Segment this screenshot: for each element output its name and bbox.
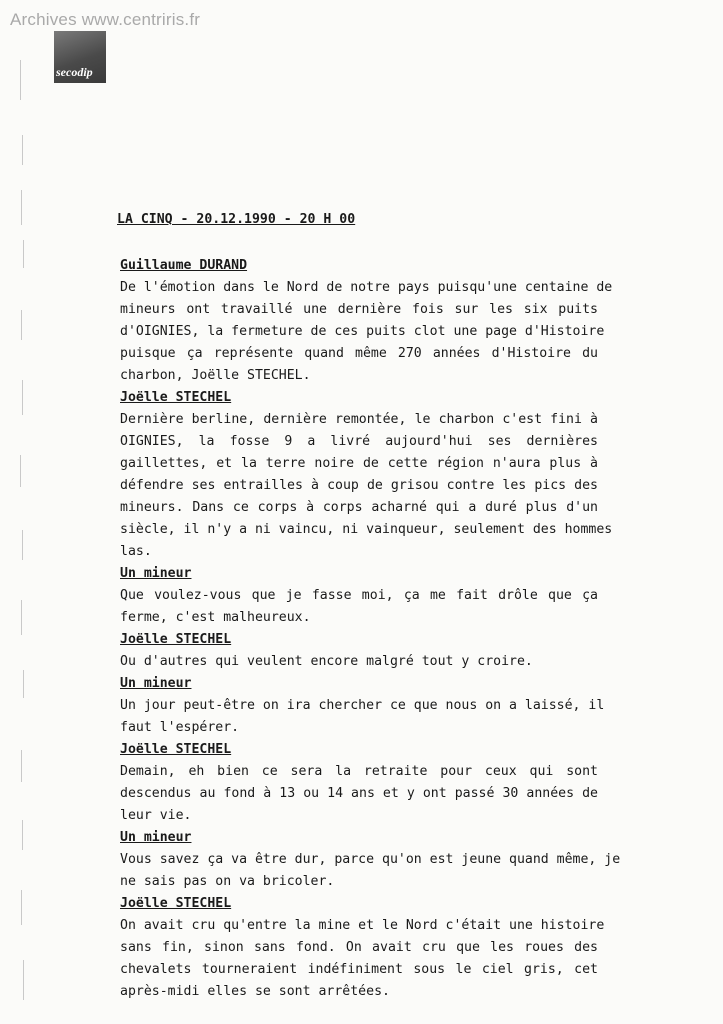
secodip-logo-text: secodip: [56, 65, 93, 79]
text-line: OIGNIES, la fosse 9 a livré aujourd'hui ses dernières: [120, 434, 598, 449]
text-line: leur vie.: [120, 808, 192, 823]
transcript-block: [120, 739, 598, 827]
text-line: Vous savez ça va être dur, parce qu'on est jeune quand même, je: [120, 852, 621, 867]
text-line: gaillettes, et la terre noire de cette région n'aura plus à: [120, 456, 598, 471]
speaker-name: Un mineur: [120, 676, 192, 691]
text-line: De l'émotion dans le Nord de notre pays puisqu'une centaine de: [120, 280, 613, 295]
text-line: faut l'espérer.: [120, 720, 240, 735]
transcript-block: [120, 563, 598, 629]
text-line: descendus au fond à 13 ou 14 ans et y ont passé 30 années de: [120, 786, 598, 801]
text-line: puisque ça représente quand même 270 années d'Histoire du: [120, 346, 598, 361]
text-line: Demain, eh bien ce sera la retraite pour ceux qui sont: [120, 764, 598, 779]
text-line: charbon, Joëlle STECHEL.: [120, 368, 311, 383]
speaker-name: Joëlle STECHEL: [120, 632, 232, 647]
text-line: chevalets tourneraient indéfiniment sous le ciel gris, cet: [120, 962, 598, 977]
text-line: Ou d'autres qui veulent encore malgré tout y croire.: [120, 654, 533, 669]
text-line: Dernière berline, dernière remontée, le charbon c'est fini à: [120, 412, 598, 427]
speaker-name: Un mineur: [120, 830, 192, 845]
transcript-block: [120, 629, 598, 673]
text-line: défendre ses entrailles à coup de grisou contre les pics des: [120, 478, 598, 493]
text-line: Un jour peut-être on ira chercher ce que nous on a laissé, il: [120, 698, 605, 713]
speaker-name: Joëlle STECHEL: [120, 896, 232, 911]
transcript-block: [120, 673, 605, 739]
text-line: mineurs. Dans ce corps à corps acharné qui a duré plus d'un: [120, 500, 598, 515]
speaker-name: Un mineur: [120, 566, 192, 581]
text-line: ferme, c'est malheureux.: [120, 610, 311, 625]
text-line: On avait cru qu'entre la mine et le Nord c'était une histoire: [120, 918, 605, 933]
scan-margin-marks: [18, 60, 30, 1020]
text-line: ne sais pas on va bricoler.: [120, 874, 335, 889]
secodip-logo: [54, 31, 106, 83]
archive-watermark: Archives www.centriris.fr: [10, 10, 201, 29]
text-line: sans fin, sinon sans fond. On avait cru que les roues des: [120, 940, 598, 955]
text-line: Que voulez-vous que je fasse moi, ça me fait drôle que ça: [120, 588, 598, 603]
text-line: après-midi elles se sont arrêtées.: [120, 984, 390, 999]
transcript-block: [120, 387, 613, 563]
transcript-block: [120, 827, 621, 893]
broadcast-header: LA CINQ - 20.12.1990 - 20 H 00: [117, 212, 356, 227]
text-line: mineurs ont travaillé une dernière fois sur les six puits: [120, 302, 598, 317]
speaker-name: Joëlle STECHEL: [120, 742, 232, 757]
text-line: las.: [120, 544, 152, 559]
text-line: d'OIGNIES, la fermeture de ces puits clot une page d'Histoire: [120, 324, 605, 339]
transcript: [120, 255, 621, 1003]
transcript-block: [120, 893, 605, 1003]
text-line: siècle, il n'y a ni vaincu, ni vainqueur, seulement des hommes: [120, 522, 613, 537]
speaker-name: Guillaume DURAND: [120, 258, 248, 273]
speaker-name: Joëlle STECHEL: [120, 390, 232, 405]
transcript-block: [120, 255, 613, 387]
